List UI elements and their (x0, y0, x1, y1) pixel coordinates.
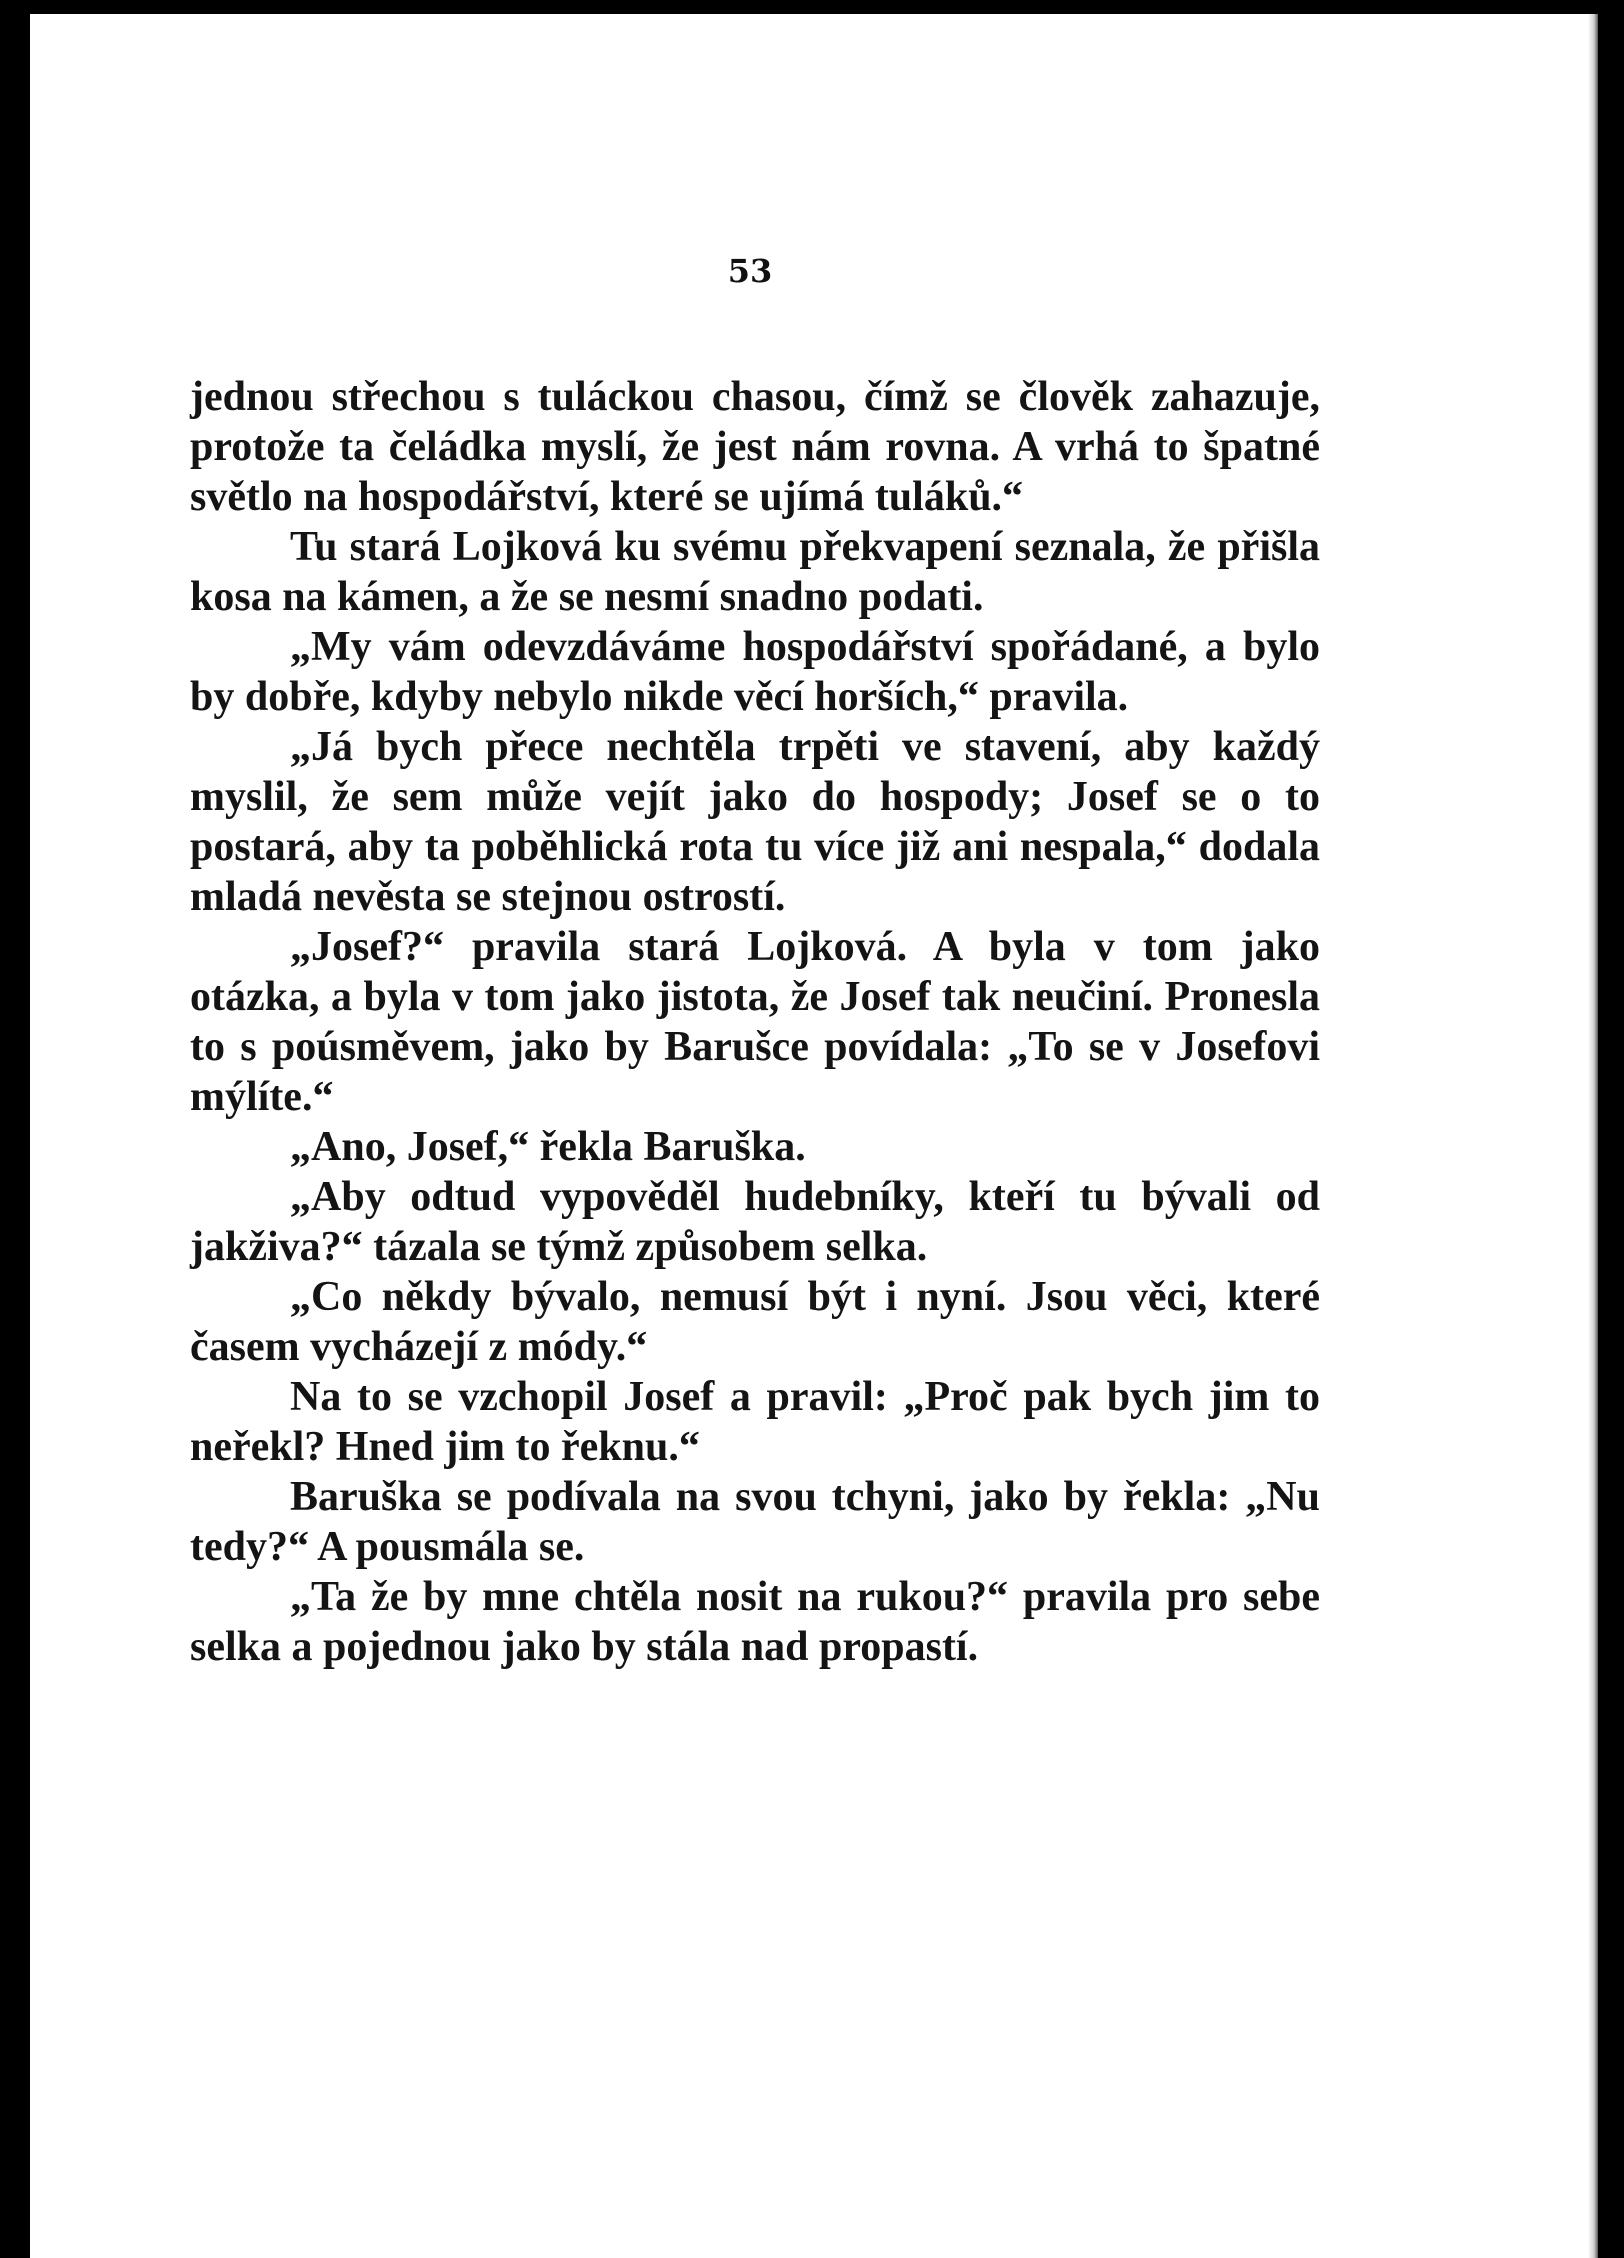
scan-border-right (1598, 0, 1624, 2258)
paragraph: „Ta že by mne chtěla nosit na rukou?“ pravila pro sebe selka a pojednou jako by stála nad propastí. (190, 1574, 1320, 1670)
paragraph: „Ano, Josef,“ řekla Baruška. (290, 1124, 806, 1170)
paragraph: Na to se vzchopil Josef a pravil: „Proč pak bych jim to neřekl? Hned jim to řeknu.“ (190, 1374, 1320, 1470)
scan-border-left (0, 0, 30, 2258)
paragraph-continued: jednou střechou s tuláckou chasou, čímž se člověk zahazuje, protože ta čeládka myslí, že jest nám rovna. A vrhá to špatné světlo na hospodářství, které se ujímá tuláků.“ (190, 374, 1320, 520)
page-edge-shadow (1588, 14, 1598, 2258)
paragraph: „Aby odtud vypověděl hudebníky, kteří tu bývali od jakživa?“ tázala se týmž způsobem selka. (190, 1174, 1320, 1270)
paragraph: Baruška se podívala na svou tchyni, jako by řekla: „Nu tedy?“ A pousmála se. (190, 1474, 1320, 1570)
body-text (190, 372, 1320, 1672)
paragraph: „Josef?“ pravila stará Lojková. A byla v tom jako otázka, a byla v tom jako jistota, že Josef tak neučiní. Pronesla to s poúsměvem, jako by Barušce povídala: „To se v Josefovi mýlíte.“ (190, 924, 1320, 1120)
page-number: 53 (727, 252, 773, 290)
paragraph: Tu stará Lojková ku svému překvapení seznala, že přišla kosa na kámen, a že se nesmí snadno podati. (190, 524, 1320, 620)
paragraph: „Já bych přece nechtěla trpěti ve stavení, aby každý myslil, že sem může vejít jako do hospody; Josef se o to postará, aby ta poběhlická rota tu více již ani nespala,“ dodala mladá nevěsta se stejnou ostrostí. (190, 724, 1320, 920)
paragraph: „Co někdy bývalo, nemusí být i nyní. Jsou věci, které časem vycházejí z módy.“ (190, 1274, 1320, 1370)
paragraph: „My vám odevzdáváme hospodářství spořádané, a bylo by dobře, kdyby nebylo nikde věcí horších,“ pravila. (190, 624, 1320, 720)
scan-border-top (0, 0, 1624, 14)
